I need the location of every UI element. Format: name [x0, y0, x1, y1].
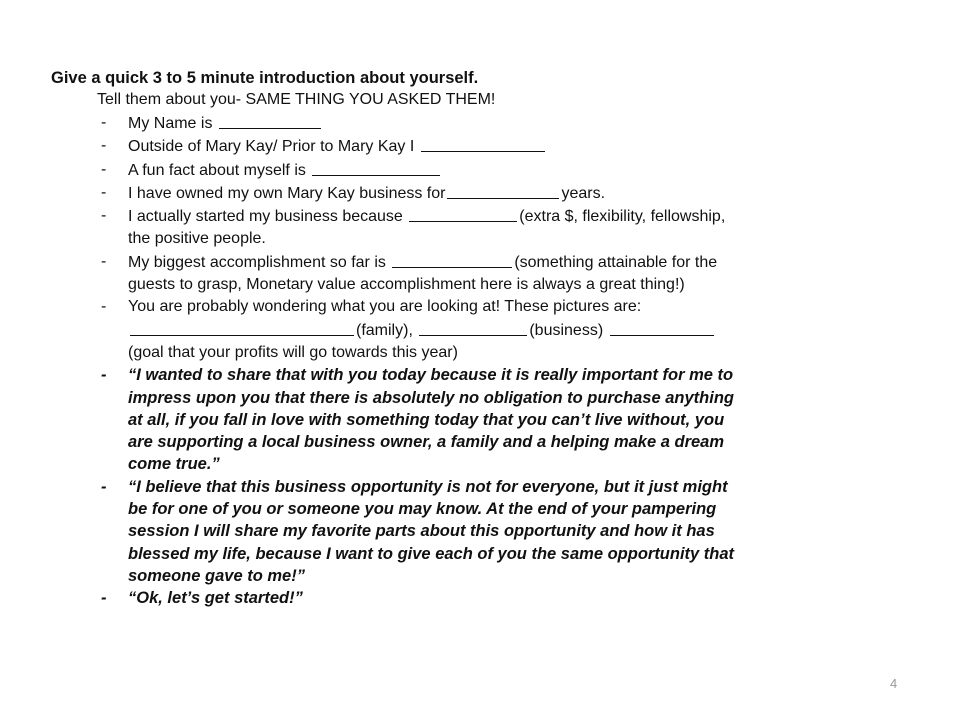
pictures-business: (business): [529, 321, 604, 339]
dash-bullet: -: [101, 160, 107, 178]
slide-heading: Give a quick 3 to 5 minute introduction about yourself.: [51, 69, 479, 87]
dash-bullet: -: [101, 137, 107, 155]
dash-bullet: -: [101, 589, 107, 608]
fun-fact-prompt: A fun fact about myself is: [128, 161, 306, 179]
started-suffix: (extra $, flexibility, fellowship, the positive people.: [128, 208, 726, 248]
quote-obligation: “I wanted to share that with you today because it is really important for me to impress upon you that there is absolutely no obligation to purchase anything at all, if you fall in love with something today that you can’t live without, you are supporting a local business owner, a family and a helping make a dream come true.”: [128, 366, 734, 474]
slide-subheading: Tell them about you- SAME THING YOU ASKED THEM!: [97, 91, 496, 108]
dash-bullet: -: [101, 252, 107, 270]
list-item-started: [97, 205, 737, 251]
dash-bullet: -: [101, 183, 107, 201]
owned-prompt: I have owned my own Mary Kay business for: [128, 184, 446, 202]
accomplishment-suffix: (something attainable for the guests to grasp, Monetary value accomplishment here is always a great thing!): [128, 253, 718, 294]
page-number: 4: [890, 676, 898, 691]
list-item-outside: [97, 135, 737, 158]
fill-in-blank: [392, 251, 512, 268]
started-prompt: I actually started my business because: [128, 208, 403, 226]
accomplishment-prompt: My biggest accomplishment so far is: [128, 253, 386, 271]
list-item-name: [97, 112, 737, 135]
list-item-quote-start: [97, 587, 737, 609]
pictures-prompt: You are probably wondering what you are looking at! These pictures are:: [128, 298, 642, 316]
fill-in-blank: [419, 319, 527, 336]
dash-bullet: -: [101, 114, 107, 131]
intro-script-list: [97, 112, 737, 610]
quote-opportunity: “I believe that this business opportunity is not for everyone, but it just might be for one of you or someone you may know. At the end of your pampering session I will share my favorite parts about this opportunity and how it has blessed my life, because I want to give each of you the same opportunity that someone gave to me!”: [128, 477, 735, 585]
list-item-owned: [97, 182, 737, 205]
fill-in-blank: [130, 319, 354, 336]
fill-in-blank: [610, 319, 714, 336]
fill-in-blank: [409, 205, 517, 222]
list-item-accomplishment: [97, 251, 737, 297]
pictures-goal: (goal that your profits will go towards this year): [128, 343, 458, 361]
fill-in-blank: [421, 135, 545, 152]
pictures-family: (family),: [356, 321, 413, 339]
quote-start: “Ok, let’s get started!”: [128, 589, 303, 608]
fill-in-blank: [219, 112, 321, 129]
fill-in-blank: [312, 159, 440, 176]
name-prompt: My Name is: [128, 115, 213, 132]
outside-prompt: Outside of Mary Kay/ Prior to Mary Kay I: [128, 138, 415, 156]
list-item-quote-obligation: [97, 364, 737, 475]
owned-suffix: years.: [561, 184, 606, 202]
dash-bullet: -: [101, 207, 107, 225]
fill-in-blank: [447, 182, 559, 199]
dash-bullet: -: [101, 477, 107, 496]
dash-bullet: -: [101, 298, 107, 316]
dash-bullet: -: [101, 366, 107, 385]
list-item-quote-opportunity: [97, 476, 737, 587]
list-item-fun-fact: [97, 159, 737, 182]
list-item-pictures: [97, 296, 737, 364]
